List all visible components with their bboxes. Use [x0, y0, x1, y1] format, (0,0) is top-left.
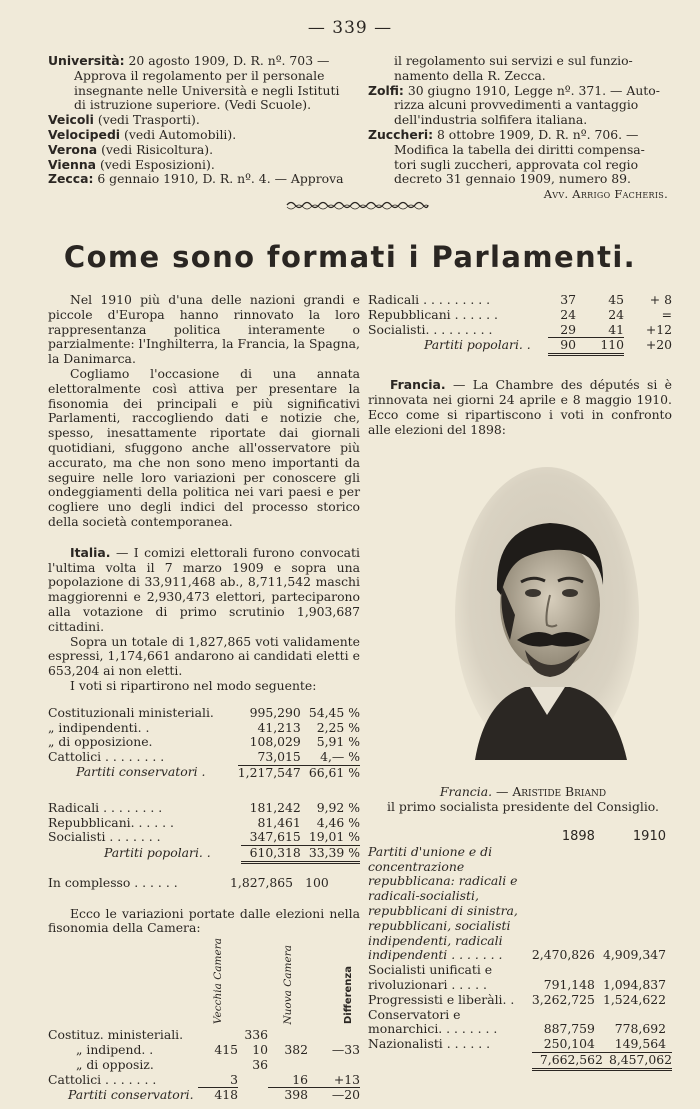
total-label: Partiti popolari. .	[104, 844, 211, 860]
var-sub-label: „ di opposiz.	[76, 1056, 154, 1072]
total-votes: 1,217,547	[237, 764, 301, 780]
var-diff: +13	[333, 1071, 360, 1087]
var-total-new: 398	[268, 1088, 308, 1103]
signature: Avv. Arrigo Facheris.	[543, 187, 668, 202]
table-row	[48, 765, 360, 780]
table-row	[48, 801, 360, 816]
francia-1910: 4,909,347	[602, 947, 666, 963]
rp-label: Socialisti. . . . . . . . .	[368, 321, 493, 337]
francia-1910: 1,524,622	[602, 991, 666, 1007]
index-entry-cont: Modifica la tabella dei diritti compensa-	[394, 141, 645, 157]
index-entry-text: 30 giugno 1910, Legge nº. 371. — Auto-	[403, 82, 660, 98]
var-total-diff: —20	[308, 1088, 360, 1103]
year-1910: 1910	[632, 829, 666, 844]
party-votes: 995,290	[249, 704, 301, 720]
party-label: Radicali . . . . . . . .	[48, 799, 163, 815]
index-entry-cont: insegnante nelle Università e negli Istituti	[74, 82, 340, 98]
francia-heading: Francia.	[390, 377, 446, 393]
italia-paragraph-3: I voti si ripartirono nel modo seguente:	[70, 677, 317, 693]
year-1898: 1898	[561, 829, 595, 844]
francia-1898: 887,759	[543, 1021, 595, 1037]
total-pct: 66,61 %	[301, 765, 360, 780]
francia-1898: 3,262,725	[531, 991, 595, 1007]
table-row	[368, 323, 672, 338]
var-old: 3	[230, 1071, 238, 1087]
index-entry-cont: decreto 31 gennaio 1909, numero 89.	[394, 171, 631, 187]
index-entry-text: (vedi Esposizioni).	[96, 156, 215, 172]
francia-1898: 250,104	[543, 1036, 595, 1052]
francia-1898: 2,470,826	[531, 947, 595, 963]
francia-party: Progressisti e liberàli. .	[368, 991, 515, 1007]
index-entry-head: Zolfi:	[368, 82, 404, 98]
table-row	[48, 721, 360, 736]
votes-table-popolari	[48, 801, 360, 864]
header-new: Nuova Camera	[281, 944, 294, 1025]
table-row	[48, 750, 360, 765]
index-entry	[48, 158, 360, 173]
italia-heading: Italia.	[70, 544, 111, 560]
index-entry-head: Università:	[48, 53, 125, 68]
intro-paragraph-1: Nel 1910 più d'una delle nazioni grandi e piccole d'Europa hanno rinnovato la loro rappresentanza politica interamente o parzialmente: l'Inghilterra, la Francia, la Spagna, la Danimarca.	[48, 292, 360, 367]
francia-party: Partiti d'unione e di concentrazione repubblicana: radicali e radicali-socialisti, repubblicani di sinistra, repubblicani, socialisti indipendenti, radicali indipendenti . . . . . . .	[368, 843, 518, 963]
var-old: 415	[214, 1041, 238, 1057]
table-row	[368, 963, 672, 993]
table-row	[368, 293, 672, 308]
index-entry-text: (vedi Automobili).	[120, 126, 237, 142]
rp-total-diff: +20	[645, 336, 672, 352]
var-new-part: 36	[252, 1056, 268, 1072]
index-entry-head: Velocipedi	[48, 126, 121, 142]
index-entry-head: Zuccheri:	[368, 126, 434, 142]
index-entry-text: (vedi Trasporti).	[93, 112, 200, 128]
var-label: Cattolici . . . . . . .	[48, 1071, 157, 1087]
index-entry-head: Veicoli	[48, 112, 94, 128]
table-row	[368, 308, 672, 323]
party-label: „ indipendenti. .	[48, 719, 150, 735]
photo-caption	[368, 785, 678, 815]
francia-paragraph	[368, 378, 672, 437]
table-row	[48, 846, 360, 863]
party-votes: 181,242	[249, 799, 301, 815]
var-sub-label: „ indipend. .	[76, 1041, 154, 1057]
complesso-pct: 100	[305, 874, 329, 890]
rp-label: Radicali . . . . . . . . .	[368, 292, 491, 307]
index-entry-text: 20 agosto 1909, D. R. nº. 703 —	[124, 53, 330, 68]
var-new: 382	[284, 1041, 308, 1057]
var-total-old: 418	[198, 1088, 238, 1103]
index-entry-cont: di istruzione superiore. (Vedi Scuole).	[74, 97, 312, 113]
index-entry-head: Verona	[48, 141, 98, 157]
rp-new: 45	[608, 292, 624, 307]
party-label: „ di opposizione.	[48, 734, 153, 750]
party-label: Repubblicani. . . . . .	[48, 814, 174, 830]
var-new-part: 10	[252, 1041, 268, 1057]
var-label: Costituz. ministeriali.	[48, 1027, 184, 1043]
table-row	[48, 1028, 360, 1043]
article-right-column	[368, 293, 672, 437]
francia-1910: 1,094,837	[602, 976, 666, 992]
rp-total-label: Partiti popolari. .	[424, 336, 531, 352]
var-new: 16	[292, 1071, 308, 1087]
index-entry-line	[368, 84, 668, 99]
index-entry-line	[48, 128, 360, 143]
table-row	[48, 1073, 360, 1088]
complesso-label: In complesso . . . . . .	[48, 874, 178, 890]
index-entry	[368, 84, 668, 128]
total-votes: 610,318	[241, 846, 300, 863]
party-pct: 54,45 %	[308, 704, 360, 720]
portrait-photo	[455, 465, 640, 760]
table-row	[48, 735, 360, 750]
var-diff: —33	[331, 1041, 360, 1057]
rp-new: 24	[608, 306, 624, 322]
index-entry-line	[368, 128, 668, 143]
index-entry-head: Zecca:	[48, 171, 94, 187]
rp-old: 24	[560, 306, 576, 322]
index-entry-cont: dell'industria solfifera italiana.	[394, 112, 588, 128]
index-entry-cont: tori sugli zuccheri, approvata col regio	[394, 156, 639, 172]
table-row	[368, 1052, 672, 1069]
index-left-column	[48, 54, 360, 187]
index-entry	[48, 143, 360, 158]
italia-text: — I comizi elettorali furono convocati l'ultima volta il 7 marzo 1909 e sopra una popolazione di 33,911,468 ab., 8,711,542 maschi maggiorenni e 2,930,473 elettori, parteciparono alla votazione di primo scrutinio 1,903,687 cittadini.	[48, 544, 360, 634]
var-new-part: 336	[244, 1027, 268, 1043]
party-votes: 81,461	[257, 814, 301, 830]
votes-complesso	[48, 876, 360, 891]
francia-total-1910: 8,457,062	[603, 1052, 672, 1069]
votes-table-conservatori	[48, 706, 360, 781]
index-entry-line	[48, 54, 360, 69]
index-entry	[368, 128, 668, 187]
index-entry-cont: rizza alcuni provvedimenti a vantaggio	[394, 97, 639, 113]
italia-paragraph	[48, 546, 360, 635]
rp-label: Repubblicani . . . . . .	[368, 306, 498, 322]
rp-diff: + 8	[649, 292, 672, 307]
table-header-row	[368, 830, 672, 845]
intro-paragraph-2: Cogliamo l'occasione di una annata elettoralmente così attiva per presentare la fisonomia dei principali e più significativi Parlamenti, raccogliendo dati e notizie che, spesso, inesattamente riportate dai giornali quotidiani, sfuggono anche all'osservatore più accurato, ma che non sono meno importanti da seguire nelle loro variazioni per conoscere gli ondeggiamenti della politica nei vari paesi e per cogliere uno degli indici del processo storico della società contemporanea.	[48, 365, 360, 529]
index-entry-line	[48, 113, 360, 128]
party-pct: 9,92 %	[316, 799, 360, 815]
party-votes: 73,015	[257, 749, 301, 765]
table-row	[48, 830, 360, 845]
index-entry-text: 8 ottobre 1909, D. R. nº. 706. —	[433, 126, 639, 142]
italia-paragraph-2: Sopra un totale di 1,827,865 voti validamente espressi, 1,174,661 andarono ai candidati eletti e 653,204 ai non eletti.	[48, 633, 360, 679]
ornament-divider	[285, 197, 430, 213]
table-row	[48, 816, 360, 831]
rp-total-new: 110	[576, 338, 624, 355]
rp-old: 29	[560, 321, 576, 337]
table-row	[48, 706, 360, 721]
caption-name: — Aristide Briand	[492, 784, 607, 799]
rp-old: 37	[560, 292, 576, 307]
party-label: Socialisti . . . . . . .	[48, 829, 161, 845]
variazioni-intro: Ecco le variazioni portate dalle elezioni nella fisonomia della Camera:	[48, 905, 360, 936]
caption-line-2: il primo socialista presidente del Consiglio.	[387, 798, 659, 814]
party-pct: 5,91 %	[316, 734, 360, 750]
table-row	[368, 1037, 672, 1052]
francia-1898: 791,148	[543, 976, 595, 992]
rp-total-old: 90	[548, 338, 576, 355]
party-votes: 108,029	[249, 734, 301, 750]
header-diff: Differenza	[343, 966, 354, 1025]
index-entry-text: (vedi Risicoltura).	[97, 141, 214, 157]
rp-new: 41	[608, 321, 624, 337]
index-entry-line	[48, 172, 360, 187]
party-votes: 41,213	[257, 719, 301, 735]
index-entry-line	[48, 143, 360, 158]
party-pct: 4,— %	[320, 749, 360, 765]
index-right-column	[368, 54, 668, 202]
caption-country: Francia.	[439, 784, 493, 799]
var-total-label: Partiti conservatori.	[68, 1086, 194, 1102]
index-entry-cont: namento della R. Zecca.	[394, 67, 546, 83]
francia-1910: 149,564	[614, 1036, 666, 1052]
index-entry-line	[48, 158, 360, 173]
popolari-variazioni-table	[368, 293, 672, 356]
index-entry-cont: il regolamento sui servizi e sul funzio-	[394, 53, 633, 68]
index-entry	[48, 128, 360, 143]
index-entry	[48, 113, 360, 128]
rp-diff: +12	[645, 321, 672, 337]
index-entry-cont: Approva il regolamento per il personale	[74, 67, 325, 83]
variazioni-table	[48, 938, 360, 1103]
index-entry-text: 6 gennaio 1910, D. R. nº. 4. — Approva	[93, 171, 344, 187]
francia-text: — La Chambre des députés si è rinnovata nei giorni 24 aprile e 8 maggio 1910. Ecco come si ripartiscono i voti in confronto alle elezioni del 1898:	[368, 377, 672, 437]
table-row	[368, 845, 672, 963]
francia-party: Conservatori e monarchici. . . . . . . .	[368, 1006, 498, 1037]
header-old: Vecchia Camera	[211, 938, 224, 1025]
complesso-votes: 1,827,865	[230, 874, 294, 890]
table-row	[368, 993, 672, 1008]
rp-diff: =	[661, 306, 672, 322]
total-pct: 33,39 %	[301, 846, 360, 863]
index-entry	[368, 54, 668, 84]
francia-party: Nazionalisti . . . . . .	[368, 1036, 491, 1052]
francia-1910: 778,692	[614, 1021, 666, 1037]
page-number: — 339 —	[307, 18, 393, 38]
party-pct: 4,46 %	[316, 814, 360, 830]
francia-table	[368, 830, 672, 1071]
table-row	[368, 338, 672, 355]
article-title: Come sono formati i Parlamenti.	[63, 240, 637, 274]
party-votes: 347,615	[249, 829, 301, 845]
total-label: Partiti conservatori .	[76, 764, 206, 780]
table-row	[48, 876, 360, 891]
party-label: Costituzionali ministeriali.	[48, 704, 214, 720]
index-entry	[48, 54, 360, 113]
francia-party: Socialisti unificati e rivoluzionari . . . . .	[368, 962, 493, 992]
party-pct: 19,01 %	[308, 829, 360, 845]
index-entry-head: Vienna	[48, 156, 97, 172]
party-label: Cattolici . . . . . . . .	[48, 749, 165, 765]
francia-total-1898: 7,662,562	[532, 1052, 603, 1069]
table-row	[48, 1088, 360, 1103]
francia-table-wrap	[368, 830, 672, 1071]
table-header-row	[48, 938, 360, 1028]
article-left-column	[48, 293, 360, 1103]
index-entry	[48, 172, 360, 187]
party-pct: 2,25 %	[316, 719, 360, 735]
table-row	[368, 1008, 672, 1038]
